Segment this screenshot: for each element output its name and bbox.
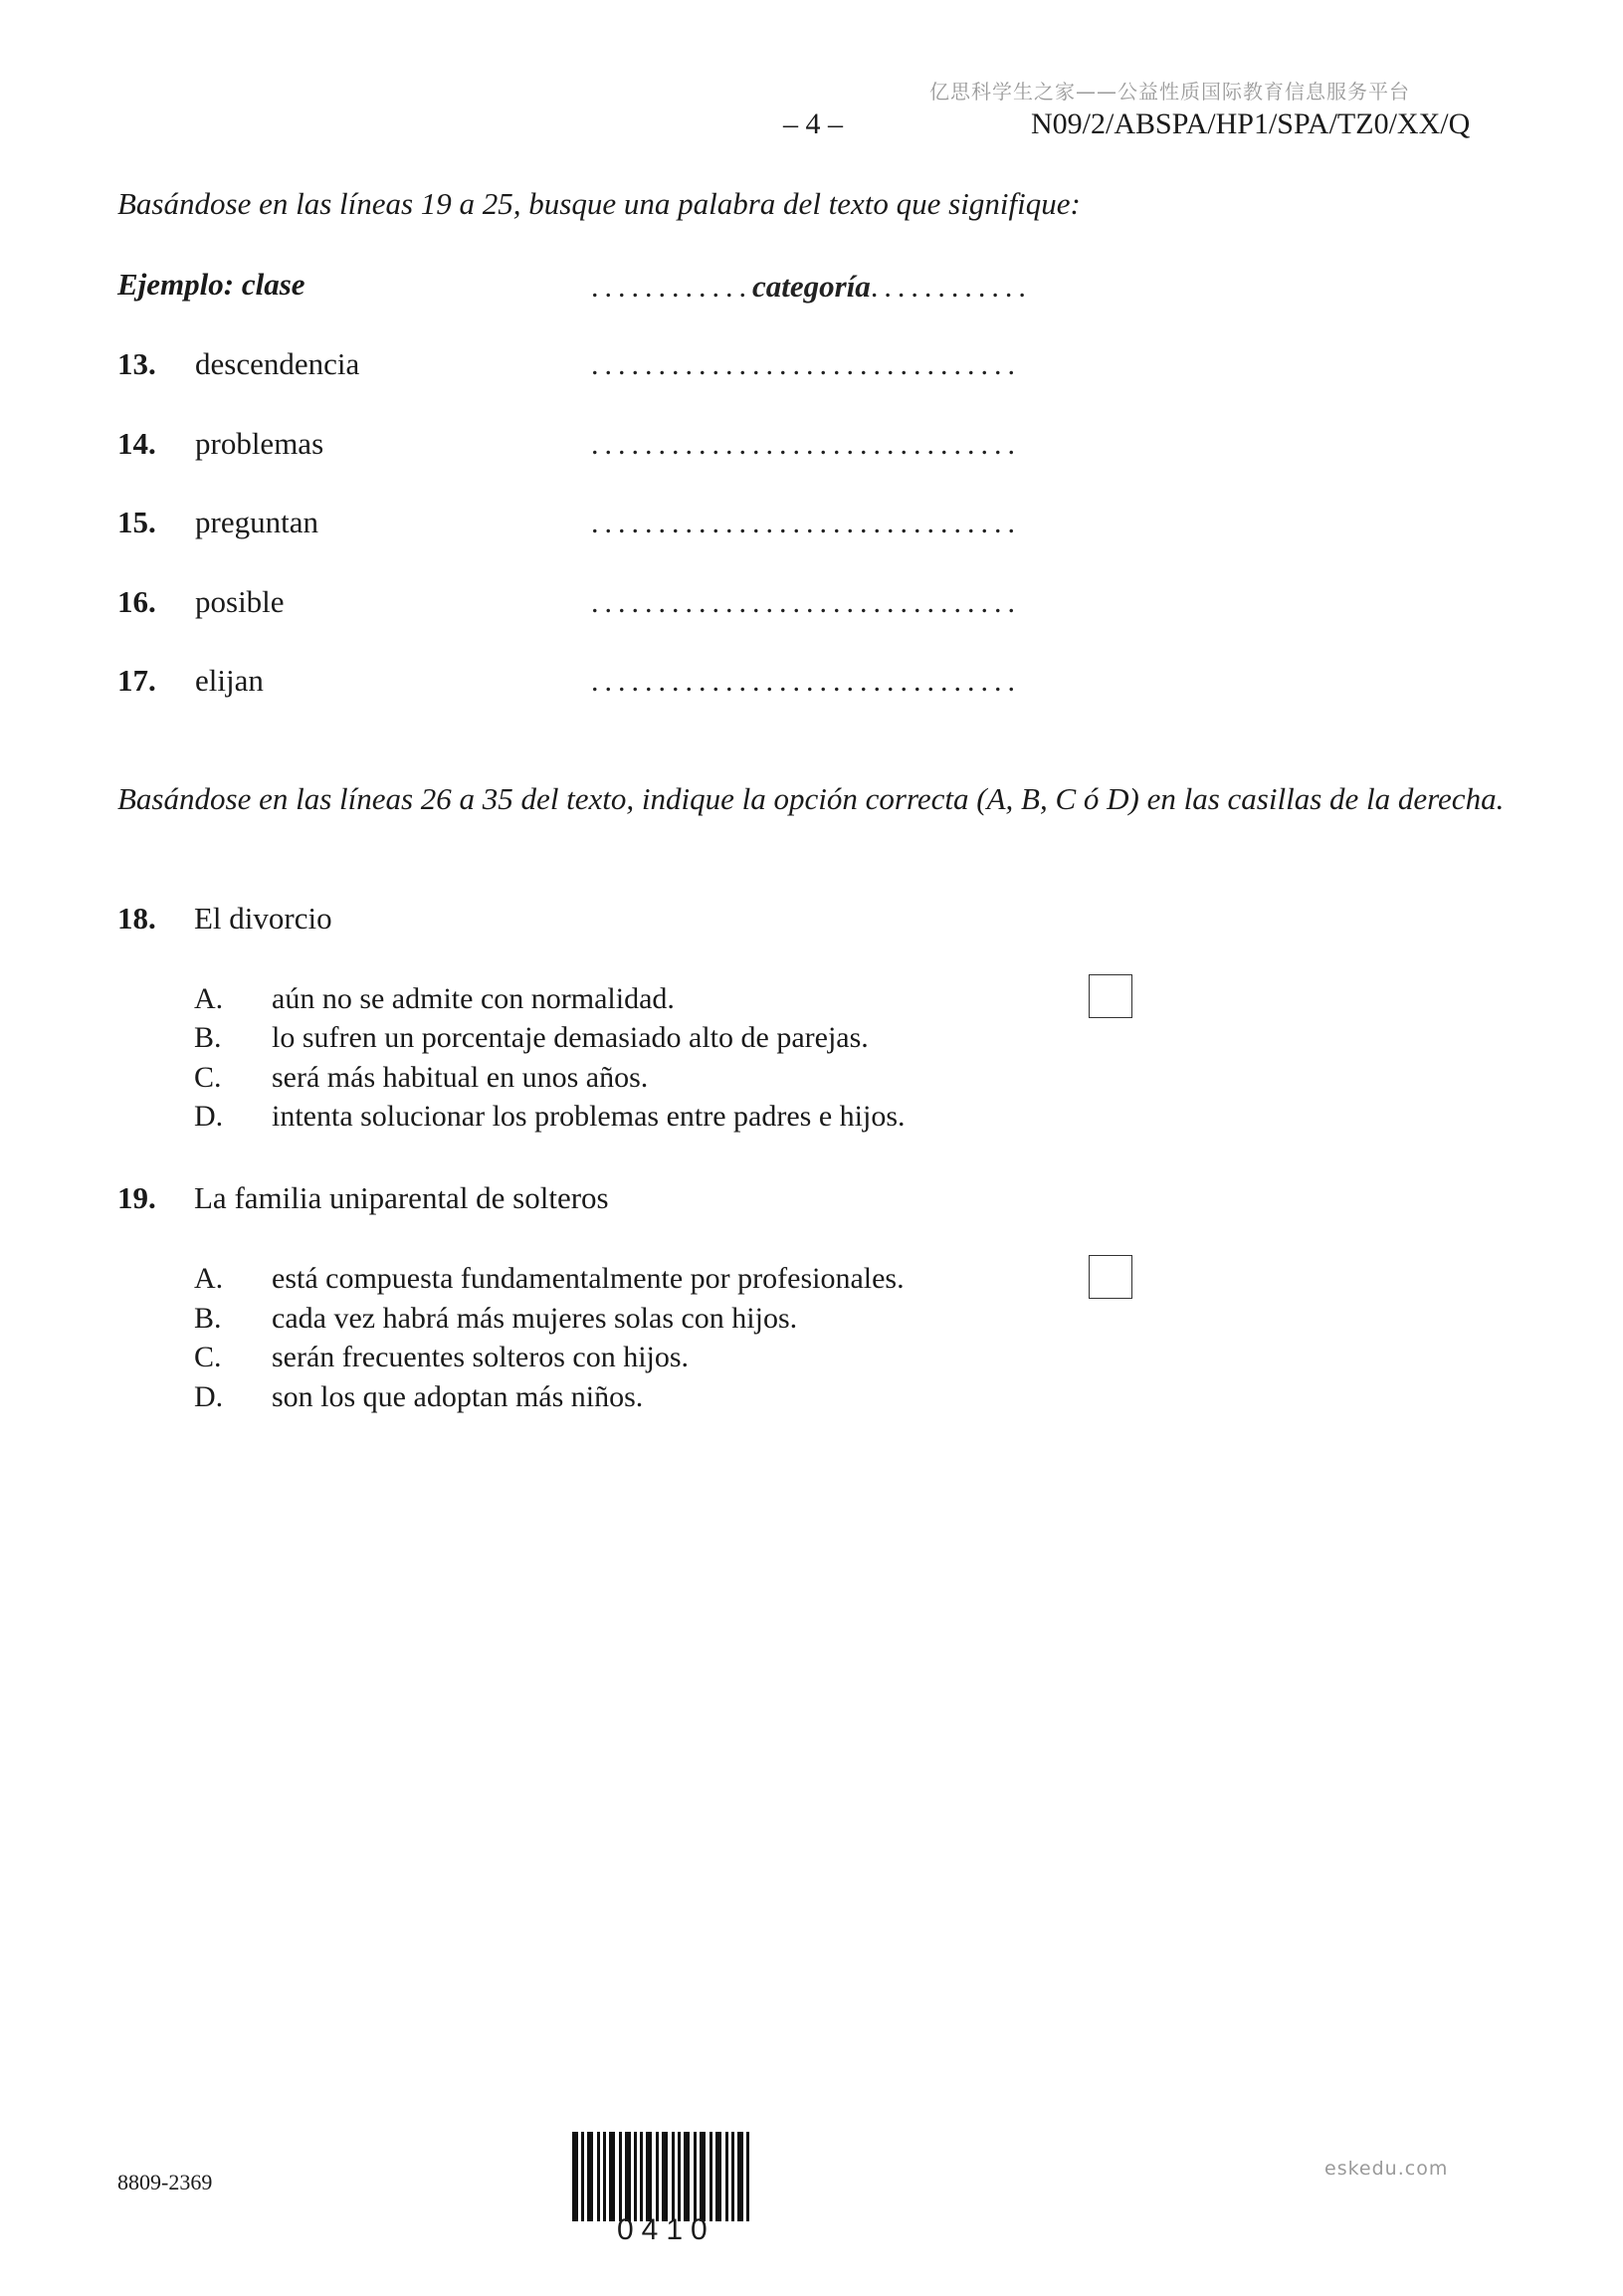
question-stem: La familia uniparental de solteros <box>194 1180 609 1215</box>
option-letter: D. <box>194 1380 224 1413</box>
answer-line[interactable]: ................................ <box>591 665 1021 698</box>
option-text: aún no se admite con normalidad. <box>272 982 675 1015</box>
page-number: – 4 – <box>783 107 843 140</box>
question-number: 18. <box>117 901 156 936</box>
option-letter: D. <box>194 1100 224 1133</box>
option-letter: B. <box>194 1302 222 1335</box>
question-stem: El divorcio <box>194 901 332 936</box>
example-dots-before: ............ <box>591 271 752 304</box>
example-answer: categoría <box>752 269 871 304</box>
site-watermark: eskedu.com <box>1324 2158 1449 2180</box>
question-number: 16. <box>117 584 156 619</box>
barcode-number: 0410 <box>617 2213 715 2246</box>
question-word: descendencia <box>195 346 360 381</box>
answer-line[interactable]: ................................ <box>591 348 1021 381</box>
answer-line[interactable]: ................................ <box>591 507 1021 539</box>
option-text: son los que adoptan más niños. <box>272 1380 644 1413</box>
question-number: 13. <box>117 346 156 381</box>
option-text: está compuesta fundamentalmente por profesionales. <box>272 1262 905 1295</box>
option-letter: C. <box>194 1341 222 1373</box>
exam-code: 8809-2369 <box>117 2170 213 2194</box>
paper-code: N09/2/ABSPA/HP1/SPA/TZ0/XX/Q <box>1031 107 1471 140</box>
option-text: lo sufren un porcentaje demasiado alto de parejas. <box>272 1021 869 1054</box>
section2-instruction: Basándose en las líneas 26 a 35 del texto, indique la opción correcta (A, B, C ó D) en las casillas de la derecha. <box>117 781 1505 816</box>
option-text: serán frecuentes solteros con hijos. <box>272 1341 690 1373</box>
option-text: intenta solucionar los problemas entre padres e hijos. <box>272 1100 906 1133</box>
question-number: 17. <box>117 663 156 698</box>
option-text: será más habitual en unos años. <box>272 1061 649 1094</box>
option-letter: C. <box>194 1061 222 1094</box>
section1-instruction: Basándose en las líneas 19 a 25, busque una palabra del texto que signifique: <box>117 186 1081 221</box>
example-answer-line <box>591 269 1032 305</box>
barcode <box>572 2132 751 2221</box>
question-word: problemas <box>195 426 324 461</box>
question-number: 19. <box>117 1180 156 1215</box>
question-number: 15. <box>117 505 156 539</box>
option-letter: B. <box>194 1021 222 1054</box>
example-label: Ejemplo: clase <box>117 267 305 302</box>
question-word: preguntan <box>195 505 318 539</box>
answer-line[interactable]: ................................ <box>591 428 1021 461</box>
option-text: cada vez habrá más mujeres solas con hijos. <box>272 1302 798 1335</box>
question-number: 14. <box>117 426 156 461</box>
answer-box[interactable] <box>1089 1255 1132 1299</box>
option-letter: A. <box>194 1262 224 1295</box>
example-dots-after: ............ <box>870 271 1032 304</box>
question-word: posible <box>195 584 285 619</box>
option-letter: A. <box>194 982 224 1015</box>
watermark-text: 亿思科学生之家——公益性质国际教育信息服务平台 <box>929 80 1410 104</box>
answer-box[interactable] <box>1089 974 1132 1018</box>
question-word: elijan <box>195 663 264 698</box>
answer-line[interactable]: ................................ <box>591 586 1021 619</box>
